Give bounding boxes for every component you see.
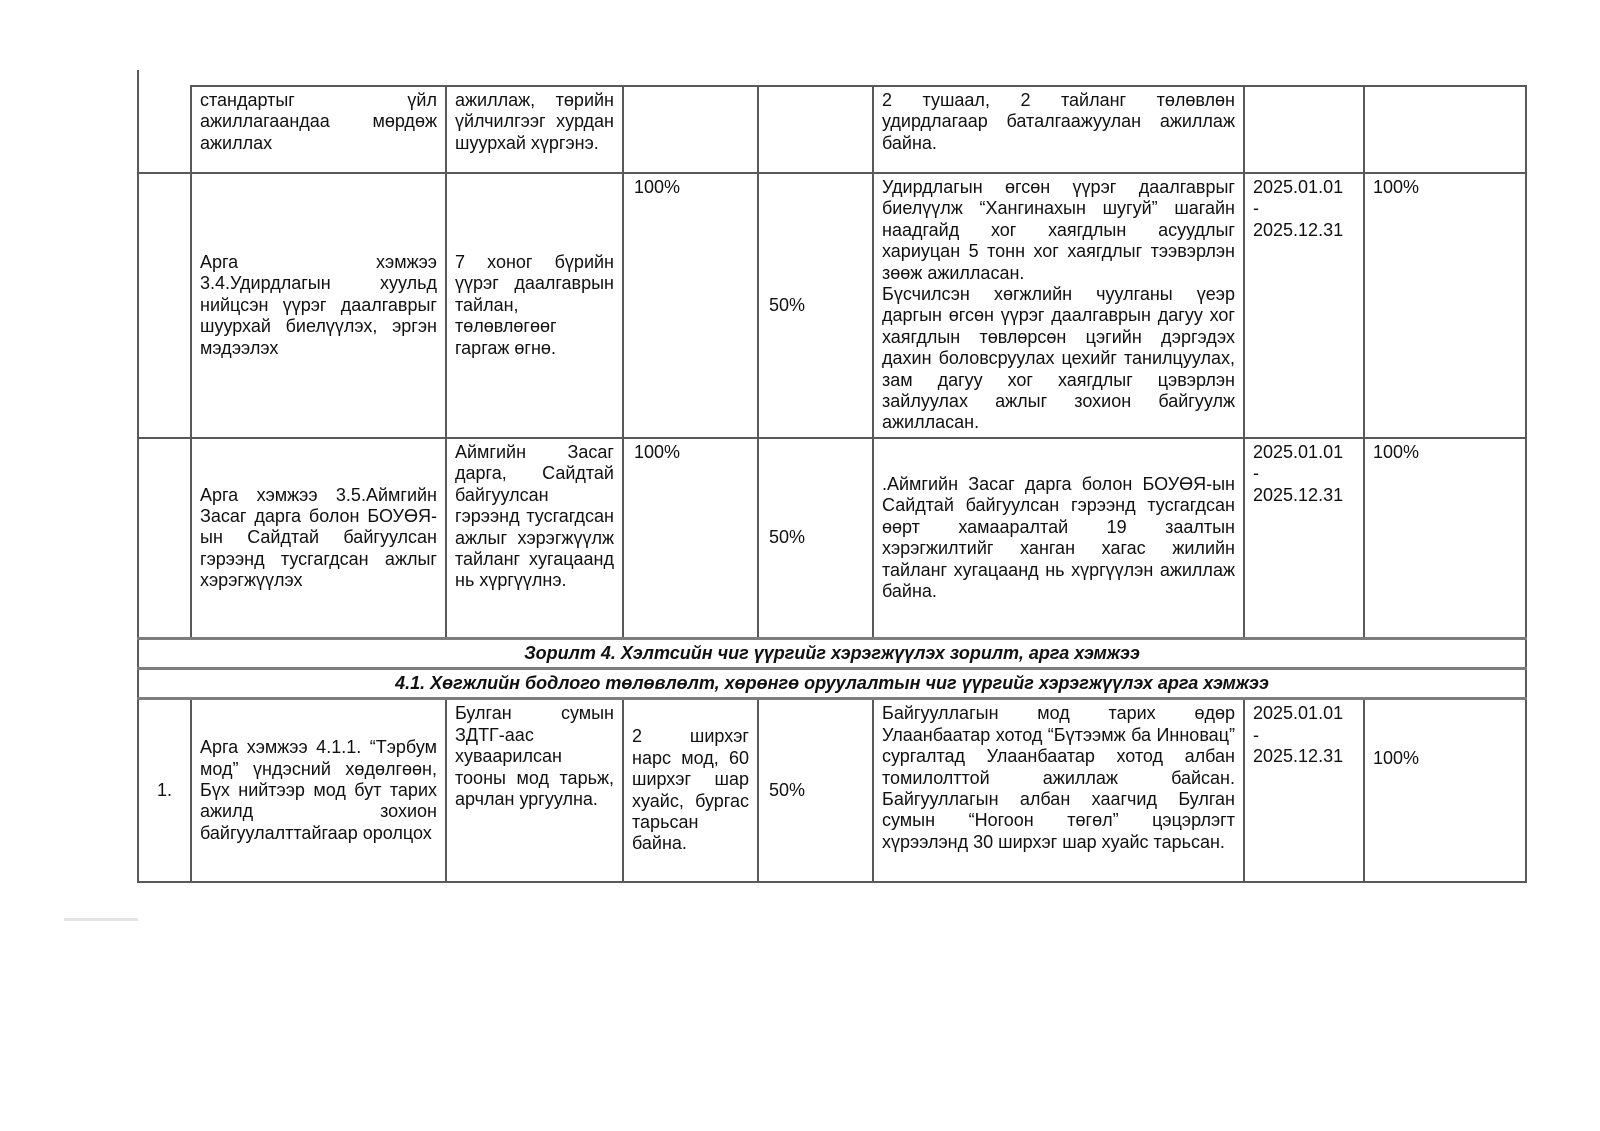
- cell-activity: Арга хэмжээ 3.4.Удирдлагын хуульд нийцсэн үүрэг даалгаврыг шуурхай биелүүлэх, эргэн мэдээлэх: [191, 173, 446, 438]
- result-paragraph: Бүсчилсэн хөгжлийн чуулганы үеэр даргын өгсөн үүрэг даалгаврын дагуу хог хаягдлын төвлөрсөн цэгийн дэргэдэх дахин боловсруулах цехийг танилцуулах, зам дагуу хог хаягдлыг цэвэрлэн зайлуулах ажлыг зохион байгуулж ажилласан.: [882, 284, 1235, 433]
- period-dash: -: [1253, 724, 1259, 745]
- result-paragraph: Удирдлагын өгсөн үүрэг даалгаврыг биелүүлж “Хангинахын шугуй” шагайн наадгайд хог хаягдлын асуудлыг хариуцан 5 тонн хог хаягдлыг тээвэрлэн зөөж ажилласан.: [882, 177, 1235, 283]
- cell-period: [1244, 173, 1364, 438]
- cell-progress: 50%: [758, 173, 873, 438]
- cell-activity: Арга хэмжээ 4.1.1. “Тэрбум мод” үндэсний хөдөлгөөн, Бүх нийтээр мод бут тарих ажилд зохион байгуулалттайгаар оролцох: [191, 699, 446, 882]
- table-continuation-border-stub: [137, 70, 139, 86]
- cell-target: ажиллаж, төрийн үйлчилгээг хурдан шуурхай хүргэнэ.: [446, 86, 623, 173]
- page-margin-artifact: [64, 918, 138, 921]
- cell-result: .Аймгийн Засаг дарга болон БОУӨЯ-ын Сайдтай байгуулсан гэрээнд тусгагдсан өөрт хамааралтай 19 заалтын хэрэгжилтийг ханган хагас жилийн тайланг хугацаанд нь хүргүүлэн ажиллаж байна.: [873, 438, 1244, 639]
- cell-score: 100%: [1364, 438, 1526, 639]
- period-start: 2025.01.01: [1253, 703, 1344, 724]
- cell-result: Байгууллагын мод тарих өдөр Улаанбаатар хотод “Бүтээмж ба Инновац” сургалтад Улаанбаатар хотод албан томилолттой ажиллаж байсан. Байгууллагын албан хаагчид Булган сумын “Ногоон төгөл” цэцэрлэгт хүрээлэнд 30 ширхэг шар хуайс тарьсан.: [873, 699, 1244, 882]
- cell-number: [138, 173, 191, 438]
- cell-activity: стандартыг үйл ажиллагаандаа мөрдөж ажиллах: [191, 86, 446, 173]
- report-table: [137, 85, 1527, 883]
- period-start: 2025.01.01: [1253, 441, 1344, 462]
- cell-level: 2 ширхэг нарс мод, 60 ширхэг шар хуайс, бургас тарьсан байна.: [623, 699, 758, 882]
- cell-progress: 50%: [758, 699, 873, 882]
- table-row-measure-4-1-1: [138, 699, 1526, 882]
- cell-result: 2 тушаал, 2 тайланг төлөвлөн удирдлагаар баталгаажуулан ажиллаж байна.: [873, 86, 1244, 173]
- period-dash: -: [1253, 198, 1259, 219]
- cell-period: [1244, 438, 1364, 639]
- cell-activity: Арга хэмжээ 3.5.Аймгийн Засаг дарга болон БОУӨЯ-ын Сайдтай байгуулсан гэрээнд тусгагдсан ажлыг хэрэгжүүлэх: [191, 438, 446, 639]
- cell-level: [623, 86, 758, 173]
- period-dash: -: [1253, 463, 1259, 484]
- period-start: 2025.01.01: [1253, 177, 1344, 197]
- table-row-measure-3-5: [138, 438, 1526, 639]
- subsection-header-row: [138, 669, 1526, 699]
- section-header-goal: Зорилт 4. Хэлтсийн чиг үүргийг хэрэгжүүлэх зорилт, арга хэмжээ: [138, 639, 1526, 669]
- period-end: 2025.12.31: [1253, 219, 1344, 240]
- cell-number: [138, 438, 191, 639]
- cell-target: 7 хоног бүрийн үүрэг даалгаврын тайлан, төлөвлөгөөг гаргаж өгнө.: [446, 173, 623, 438]
- section-header-row: [138, 639, 1526, 669]
- cell-number: [138, 86, 191, 173]
- cell-period: [1244, 86, 1364, 173]
- cell-progress: 50%: [758, 438, 873, 639]
- cell-score: 100%: [1364, 173, 1526, 438]
- cell-target: Аймгийн Засаг дарга, Сайдтай байгуулсан гэрээнд тусгагдсан ажлыг хэрэгжүүлж тайланг хугацаанд нь хүргүүлнэ.: [446, 438, 623, 639]
- cell-level: 100%: [623, 173, 758, 438]
- cell-result: [873, 173, 1244, 438]
- table-row-continuation: [138, 86, 1526, 173]
- cell-target: Булган сумын ЗДТГ-аас хуваарилсан тооны мод тарьж, арчлан ургуулна.: [446, 699, 623, 882]
- cell-period: [1244, 699, 1364, 882]
- period-end: 2025.12.31: [1253, 484, 1344, 505]
- cell-score: 100%: [1364, 699, 1526, 882]
- cell-number: 1.: [138, 699, 191, 882]
- cell-score: [1364, 86, 1526, 173]
- period-end: 2025.12.31: [1253, 746, 1344, 767]
- table-row-measure-3-4: [138, 173, 1526, 438]
- cell-level: 100%: [623, 438, 758, 639]
- section-header-subgoal: 4.1. Хөгжлийн бодлого төлөвлөлт, хөрөнгө оруулалтын чиг үүргийг хэрэгжүүлэх арга хэмжээ: [138, 669, 1526, 699]
- cell-progress: [758, 86, 873, 173]
